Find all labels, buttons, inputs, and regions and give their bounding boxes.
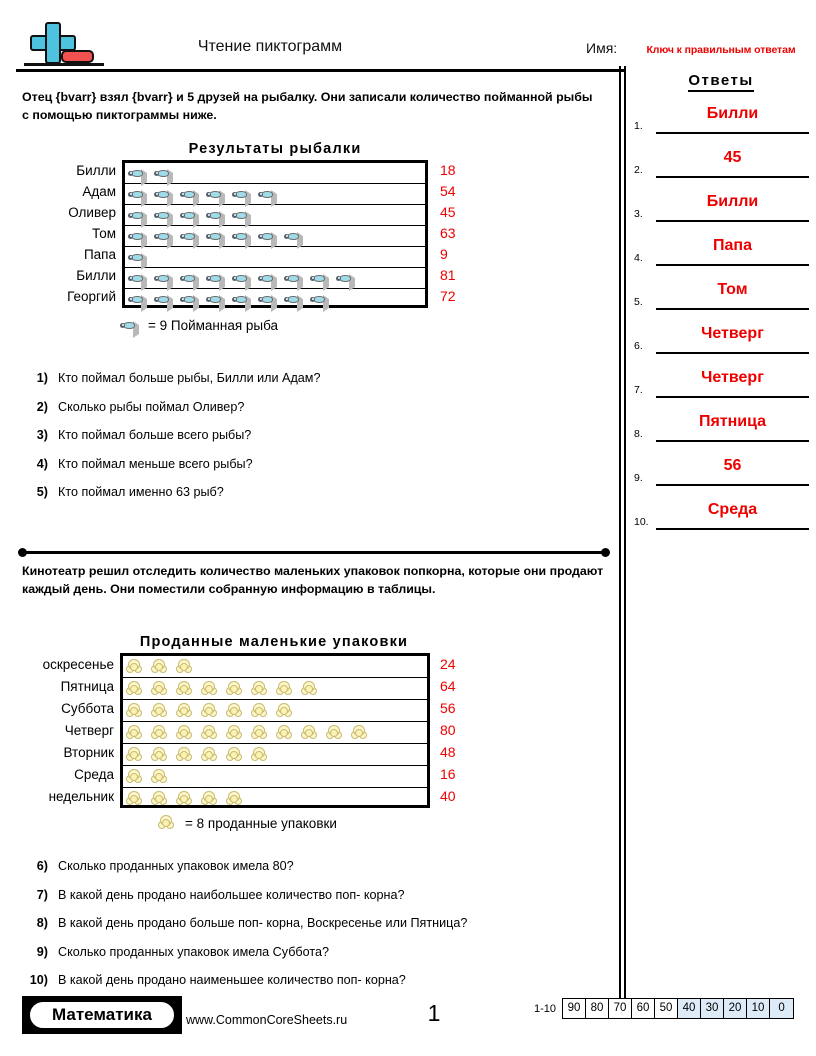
popcorn-icon (151, 791, 168, 807)
row-value: 56 (440, 700, 456, 716)
popcorn-icon (158, 815, 175, 831)
fish-icon (154, 294, 173, 305)
fish-icon (284, 273, 303, 284)
fish-icon (180, 189, 199, 200)
row-label: Вторник (63, 745, 114, 760)
answer-line (656, 264, 809, 266)
row-label: Суббота (61, 701, 114, 716)
score-scale-cell[interactable]: 90 (563, 999, 586, 1018)
table-row (125, 205, 425, 226)
table-row (123, 788, 427, 810)
answer-value: Папа (713, 237, 752, 254)
fish-icon (284, 231, 303, 242)
fish-icon (180, 210, 199, 221)
row-value: 81 (440, 267, 456, 283)
row-label: Папа (83, 247, 116, 262)
section1-intro: Отец {bvarr} взял {bvarr} и 5 друзей на рыбалку. Они записали количество пойманной рыбы с помощью пиктограммы ниже. (22, 90, 593, 122)
question-item (20, 887, 404, 903)
answer-row (634, 454, 812, 494)
fish-icon (232, 210, 251, 221)
score-scale-cell[interactable]: 40 (678, 999, 701, 1018)
answer-line (656, 220, 809, 222)
popcorn-icon (176, 681, 193, 697)
page-header (0, 0, 816, 70)
answer-row (634, 146, 812, 186)
fish-icon (336, 273, 355, 284)
popcorn-icon (301, 725, 318, 741)
answer-index: 3. (634, 208, 643, 220)
table-row (125, 184, 425, 205)
fish-icon (258, 189, 277, 200)
row-value: 54 (440, 183, 456, 199)
subject-badge-label: Математика (52, 1005, 152, 1024)
website-url: www.CommonCoreSheets.ru (186, 1013, 348, 1027)
fish-icon (232, 231, 251, 242)
question-number: 7) (36, 887, 48, 902)
table-row (123, 744, 427, 766)
fish-icon (180, 273, 199, 284)
answer-index: 7. (634, 384, 643, 396)
table-row (125, 247, 425, 268)
answer-line (656, 484, 809, 486)
table-row (125, 289, 425, 310)
popcorn-icon (176, 703, 193, 719)
answer-index: 2. (634, 164, 643, 176)
question-text: Кто поймал меньше всего рыбы? (58, 456, 253, 471)
fish-icon (232, 189, 251, 200)
fish-icon (206, 231, 225, 242)
popcorn-icon (151, 703, 168, 719)
fish-pictograph-table (122, 160, 428, 308)
fish-icon (154, 273, 173, 284)
answer-row (634, 234, 812, 274)
answer-key-tag: Ключ к правильным ответам (646, 44, 796, 56)
score-scale-label: 1-10 (534, 1002, 557, 1015)
table-row (123, 766, 427, 788)
fish-icon (310, 273, 329, 284)
answer-value: Билли (706, 105, 759, 122)
row-value: 45 (440, 204, 456, 220)
popcorn-pictograph-table (120, 653, 430, 808)
popcorn-icon (151, 769, 168, 785)
popcorn-icon (226, 747, 243, 763)
table-row (123, 656, 427, 678)
popcorn-legend (158, 815, 337, 831)
answer-row (634, 190, 812, 230)
fish-icon (154, 210, 173, 221)
answer-index: 10. (634, 516, 649, 528)
score-scale-cell[interactable]: 20 (724, 999, 747, 1018)
row-label: Пятница (60, 679, 114, 694)
answer-line (656, 132, 809, 134)
fish-icon (120, 320, 139, 331)
popcorn-icon (226, 681, 243, 697)
row-label: недельник (48, 789, 114, 804)
question-number: 4) (36, 456, 48, 471)
question-number: 3) (36, 428, 48, 442)
question-item (20, 972, 406, 988)
fish-icon (128, 273, 147, 284)
popcorn-icon (151, 725, 168, 741)
popcorn-icon (251, 703, 268, 719)
fish-icon (180, 294, 199, 305)
row-value: 64 (440, 678, 456, 694)
popcorn-icon (201, 703, 218, 719)
popcorn-icon (326, 725, 343, 741)
answer-value: Среда (707, 501, 758, 518)
score-scale-cell[interactable]: 0 (770, 999, 793, 1018)
popcorn-icon (126, 681, 143, 697)
popcorn-icon (126, 791, 143, 807)
table-row (123, 722, 427, 744)
row-value: 24 (440, 656, 456, 672)
answer-row (634, 102, 812, 142)
row-value: 72 (440, 288, 456, 304)
row-label: Четверг (64, 723, 114, 738)
answer-row (634, 498, 812, 538)
table-row (125, 163, 425, 184)
fish-icon (154, 231, 173, 242)
row-label: Адам (82, 184, 116, 199)
answer-value: Четверг (701, 325, 764, 342)
fish-icon (128, 252, 147, 263)
fish-icon (258, 231, 277, 242)
fish-icon (128, 231, 147, 242)
table-row (123, 700, 427, 722)
question-item (20, 915, 467, 931)
popcorn-icon (226, 703, 243, 719)
score-scale-cell[interactable]: 70 (609, 999, 632, 1018)
popcorn-icon (176, 659, 193, 675)
answer-line (656, 176, 809, 178)
popcorn-icon (176, 791, 193, 807)
popcorn-icon (251, 747, 268, 763)
answer-line (656, 396, 809, 398)
answer-value: Четверг (701, 369, 764, 386)
popcorn-icon (251, 681, 268, 697)
popcorn-icon (201, 747, 218, 763)
row-value: 40 (440, 788, 456, 804)
fish-icon (128, 168, 147, 179)
question-text: В какой день продано наименьшее количество поп- корна? (58, 973, 406, 987)
question-number: 2) (36, 399, 48, 414)
fish-legend-text: = 9 Пойманная рыба (148, 318, 279, 333)
fish-icon (154, 168, 173, 179)
fish-icon (206, 210, 225, 221)
popcorn-icon (176, 747, 193, 763)
fish-icon (154, 189, 173, 200)
popcorn-icon (126, 659, 143, 675)
fish-legend (120, 318, 278, 333)
question-text: Кто поймал именно 63 рыб? (58, 485, 224, 499)
answer-index: 4. (634, 252, 643, 264)
answer-line (656, 352, 809, 354)
question-item (20, 484, 224, 500)
header-divider (16, 69, 624, 72)
popcorn-icon (176, 725, 193, 741)
question-text: Кто поймал больше всего рыбы? (58, 428, 252, 442)
row-label: Билли (76, 268, 116, 283)
question-item (20, 370, 320, 386)
score-scale-cell[interactable]: 60 (632, 999, 655, 1018)
table-row (125, 226, 425, 247)
question-text: Сколько проданных упаковок имела 80? (58, 859, 294, 873)
fish-icon (128, 189, 147, 200)
answer-row (634, 366, 812, 406)
question-item (20, 944, 329, 960)
question-text: В какой день продано больше поп- корна, Воскресенье или Пятница? (58, 916, 468, 930)
row-label: Среда (74, 767, 114, 782)
row-value: 16 (440, 766, 456, 782)
score-scale-cells (562, 998, 794, 1019)
subject-badge (22, 996, 182, 1034)
row-value: 18 (440, 162, 456, 178)
popcorn-icon (151, 659, 168, 675)
question-text: В какой день продано наибольшее количество поп- корна? (58, 887, 405, 902)
question-number: 5) (36, 485, 48, 499)
page-number: 1 (427, 1000, 441, 1026)
popcorn-icon (276, 703, 293, 719)
popcorn-icon (251, 725, 268, 741)
answer-value: Пятница (698, 413, 767, 430)
answer-line (656, 528, 809, 530)
popcorn-icon (126, 725, 143, 741)
question-number: 10) (29, 973, 48, 987)
row-value: 9 (440, 246, 448, 262)
row-label: Том (92, 226, 116, 241)
question-item (20, 456, 253, 472)
fish-icon (232, 273, 251, 284)
fish-icon (180, 231, 199, 242)
answer-value: 45 (723, 149, 742, 166)
popcorn-icon (276, 681, 293, 697)
section2-intro: Кинотеатр решил отследить количество маленьких упаковок попкорна, которые они продают каждый день. Они поместили собранную информацию в таблицы. (22, 564, 604, 596)
section1-table-title: Результаты рыбалки (188, 141, 362, 157)
question-item (20, 427, 251, 443)
popcorn-icon (351, 725, 368, 741)
answer-index: 8. (634, 428, 643, 440)
answer-value: Билли (706, 193, 759, 210)
answer-row (634, 278, 812, 318)
row-value: 80 (440, 722, 456, 738)
popcorn-icon (276, 725, 293, 741)
popcorn-icon (151, 681, 168, 697)
answer-row (634, 322, 812, 362)
question-number: 1) (36, 371, 48, 385)
popcorn-icon (201, 791, 218, 807)
popcorn-icon (201, 725, 218, 741)
answers-title: Ответы (626, 72, 816, 89)
row-label: Билли (76, 163, 116, 178)
fish-icon (128, 294, 147, 305)
popcorn-icon (226, 791, 243, 807)
answer-line (656, 440, 809, 442)
table-row (125, 268, 425, 289)
score-scale (534, 998, 794, 1019)
vertical-divider (619, 66, 626, 1012)
score-scale-cell[interactable]: 50 (655, 999, 678, 1018)
row-label: оскресенье (42, 657, 114, 672)
answer-value: Том (717, 281, 748, 298)
row-label: Оливер (68, 205, 116, 220)
answer-row (634, 410, 812, 450)
popcorn-icon (226, 725, 243, 741)
score-scale-cell[interactable]: 80 (586, 999, 609, 1018)
answer-index: 6. (634, 340, 643, 352)
question-number: 6) (36, 859, 48, 873)
fish-icon (284, 294, 303, 305)
popcorn-legend-text: = 8 проданные упаковки (185, 815, 337, 831)
score-scale-cell[interactable]: 10 (747, 999, 770, 1018)
fish-icon (206, 273, 225, 284)
question-number: 8) (36, 916, 48, 930)
fish-icon (310, 294, 329, 305)
fish-icon (232, 294, 251, 305)
fish-icon (128, 210, 147, 221)
question-text: Сколько проданных упаковок имела Суббота? (58, 944, 329, 959)
question-number: 9) (36, 944, 48, 959)
fish-icon (258, 273, 277, 284)
popcorn-icon (301, 681, 318, 697)
fish-icon (206, 294, 225, 305)
question-text: Сколько рыбы поймал Оливер? (58, 399, 245, 414)
score-scale-cell[interactable]: 30 (701, 999, 724, 1018)
row-label: Георгий (67, 289, 116, 304)
popcorn-icon (126, 769, 143, 785)
section-separator (18, 548, 610, 557)
answer-index: 1. (634, 120, 643, 132)
popcorn-icon (151, 747, 168, 763)
row-value: 63 (440, 225, 456, 241)
fish-icon (206, 189, 225, 200)
popcorn-icon (126, 703, 143, 719)
popcorn-icon (126, 747, 143, 763)
fish-icon (258, 294, 277, 305)
table-row (123, 678, 427, 700)
section2-table-title: Проданные маленькие упаковки (139, 634, 409, 650)
question-item (20, 858, 294, 874)
page-title: Чтение пиктограмм (197, 38, 343, 55)
row-value: 48 (440, 744, 456, 760)
name-label: Имя: (586, 40, 618, 56)
answer-index: 9. (634, 472, 643, 484)
question-text: Кто поймал больше рыбы, Билли или Адам? (58, 371, 321, 385)
answer-line (656, 308, 809, 310)
popcorn-icon (201, 681, 218, 697)
answer-value: 56 (723, 457, 742, 474)
answer-index: 5. (634, 296, 643, 308)
question-item (20, 399, 244, 415)
